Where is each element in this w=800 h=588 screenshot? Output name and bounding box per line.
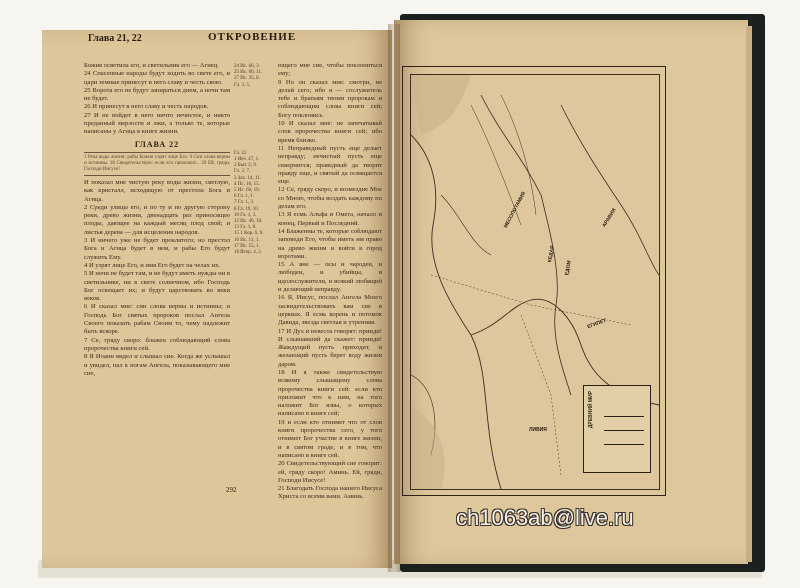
reference: 1 Иез. 47, 1. <box>234 157 260 163</box>
reference: 12 Ис. 40, 10. <box>234 219 263 225</box>
verse: 26 И принесут в него славу и честь народов. <box>84 103 209 111</box>
reference: 15 1 Кор. 6, 9. <box>234 231 264 237</box>
reference: 6 Гл. 1, 1. <box>234 194 255 200</box>
map-label: КЕДАР <box>547 245 556 263</box>
text-column-right <box>278 62 382 502</box>
reference: 3 Зах. 14, 11. <box>234 175 262 181</box>
verse: 7 Се, гряду скоро: блажен соблюдающий слова пророчества книги сей. <box>84 336 230 352</box>
verse: 8 Я Иоанн видел и слышал сие. Когда же услышал и увидел, пал к ногам Ангела, показывающего мне сие, <box>84 353 230 377</box>
map-label: ЕГИПЕТ <box>586 317 608 331</box>
verse: 5 И ночи не будет там, и не будут иметь нужды ни в светильнике, ни в свете солнечном, ибо Господь Бог освещает их; и будут царствовать во веки веков. <box>84 270 230 303</box>
verse: 19 и если кто отнимет что от слов книги пророчества сего, у того отнимет Бог участие в книге жизни, и в святом граде, и в том, что написано в книге сей. <box>278 418 382 459</box>
book-gutter <box>388 24 400 572</box>
verse: Божия осветила его, и светильник его — Агнец. <box>84 62 219 69</box>
verse: 12 Се, гряду скоро, и возмездие Мое со Мною, чтобы воздать каждому по делам его. <box>278 186 382 211</box>
map-legend <box>583 385 651 473</box>
reference: 18 Втор. 4, 2. <box>234 250 262 256</box>
reference: 17 Ис. 55, 1. <box>234 243 260 249</box>
legend-line <box>604 416 644 417</box>
map-label: ЕДОМ <box>564 260 573 276</box>
running-title: ОТКРОВЕНИЕ <box>208 31 297 43</box>
legend-title: ДРЕВНИЙ МИР <box>588 391 594 429</box>
chapter-title: ГЛАВА 22 <box>134 139 180 149</box>
reference: 16 Ис. 11, 1. <box>234 237 260 243</box>
verse: 15 А вне — псы и чародеи, и любодеи, и убийцы, и идолослужители, и всякий любящий и делающий неправду. <box>278 261 382 294</box>
verse: 16 Я, Иисус, послал Ангела Моего засвидетельствовать вам сие в церквах. Я есмь корень и потомок Давида, звезда светлая и утренняя. <box>278 294 382 327</box>
map-label: ЛИВИЯ <box>529 427 547 433</box>
legend-line <box>604 444 644 445</box>
verse: 20 Свидетельствующий сие говорит: ей, гряду скоро! Аминь. Ей, гряди, Господи Иисусе! <box>278 460 382 484</box>
verse: 14 Блаженны те, которые соблюдают заповеди Его, чтобы иметь им право на древо жизни и войти в город воротами. <box>278 227 382 260</box>
reference: Гл. 3, 5. <box>234 82 251 88</box>
verse: 6 И сказал мне: сии слова верны и истинны; и Господь Бог святых пророков послал Ангела Своего показать рабам Своим то, чему надлежит быть вскоре. <box>84 303 230 336</box>
reference: 8 Гл. 19, 10. <box>234 206 260 212</box>
reference: 2 Быт. 2, 9. <box>234 163 258 169</box>
reference: 24 Ис. 60, 3. <box>234 64 260 69</box>
verse: 27 И не войдет в него ничто нечистое, и никто преданный мерзости и лжи, а только те, которые написаны у Агнца в книге жизни. <box>84 111 230 136</box>
legend-line <box>604 430 644 431</box>
reference: 5 Ис. 60, 19. <box>234 188 260 194</box>
margin-references <box>234 64 280 256</box>
reference: 7 Гл. 1, 3. <box>234 200 255 206</box>
chapter-header: Глава 21, 22 <box>88 33 142 44</box>
page-edges <box>746 26 752 562</box>
watermark: ch1063ab@live.ru <box>456 505 634 530</box>
verse: 11 Неправедный пусть еще делает неправду; нечистый пусть еще сквернится; праведный да творит правду еще, и святый да освящается еще. <box>278 144 382 186</box>
verse: 21 Благодать Господа нашего Иисуса Христа со всеми вами. Аминь. <box>278 485 382 501</box>
verse: 18 И я также свидетельствую всякому слышащему слова пророчества книги сей: если кто приложит что к ним, на того наложит Бог язвы, о которых написано в книге сей; <box>278 368 382 418</box>
verse: 9 Но он сказал мне: смотри, не делай сего; ибо я — сослужитель тебе и братьям твоим пророкам и соблюдающим слова книги сей; Богу поклонись. <box>278 78 382 119</box>
reference: 25 Ис. 60, 11. <box>234 70 263 76</box>
map-label: АРАВИЯ <box>601 207 618 229</box>
reference: Гл. 2, 7. <box>234 169 251 175</box>
verse: ющего мне сие, чтобы поклониться ему; <box>278 62 382 78</box>
verse: 10 И сказал мне: не запечатывай слов пророчества книги сей; ибо время близко. <box>278 120 382 144</box>
chapter-summary: 1 Река воды жизни; рабы Божии узрят лице Его. 6 Сии слова верны и истинны. 18 Свидетельствую: если кто приложит... 20 Ей, гряди, Господи Иисусе! <box>84 152 230 176</box>
verse: 2 Среди улицы его, и по ту и по другую сторону реки, древо жизни, двенадцать раз приносящее плоды, дающее на каждый месяц плод свой; и листья дерева — для исцеления народов. <box>84 203 230 236</box>
reference: Гл. 22 <box>234 150 247 156</box>
map-label: МЕСОПОТАМИЯ <box>502 190 528 230</box>
verse: И показал мне чистую реку воды жизни, светлую, как кристалл, исходящую от престола Бога и Агнца. <box>84 178 230 203</box>
verse: 24 Спасенные народы будут ходить во свете его, и цари земные принесут в него славу и честь свою. <box>84 70 230 86</box>
verse: 17 И Дух и невеста говорят: прииди! И слышавший да скажет: прииди! Жаждущий пусть приходит, и желающий пусть берет воду жизни даром. <box>278 327 382 368</box>
verse: 3 И ничего уже не будет проклятого; но престол Бога и Агнца будет в нем, и рабы Его будут служить Ему. <box>84 237 230 261</box>
reference: 13 Гл. 1, 8. <box>234 225 257 231</box>
page-number: 292 <box>226 486 237 494</box>
verse: 4 И узрят лице Его, и имя Его будет на челах их. <box>84 261 221 269</box>
reference: 4 Пс. 16, 15. <box>234 181 260 187</box>
reference: 27 Ис. 35, 8. <box>234 76 260 82</box>
verse: 25 Ворота его не будут запираться днем, а ночи там не будет. <box>84 86 230 103</box>
text-column-left <box>84 62 230 378</box>
map <box>410 74 660 490</box>
verse: 13 Я есмь Альфа и Омега, начало и конец, Первый и Последний. <box>278 211 382 227</box>
reference: 10 Гл. 1, 3. <box>234 212 257 218</box>
